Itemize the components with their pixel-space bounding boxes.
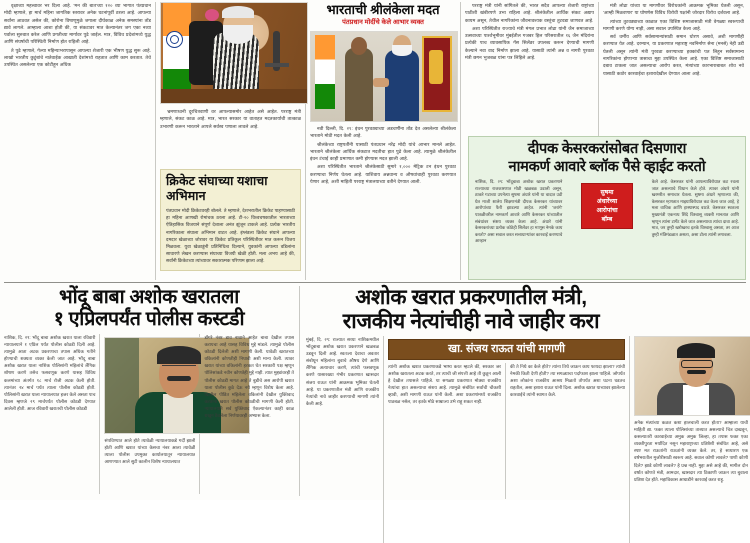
glasses-icon [681, 360, 713, 368]
dignitary-body [345, 48, 373, 121]
hair-shape [157, 346, 201, 364]
srilanka-subhead: पंतप्रधान मोदींचे केले आभार व्यक्त [342, 19, 424, 26]
article-paragraph: परराष्ट्र मंत्री यांनी सांगितले की, भारत सदैव आपल्या शेजारी राष्ट्रांच्या पाठीशी खंबीरपणे उभा राहिला आहे. श्रीलंकेतील आर्थिक संकट अद्याप कायम असून, तेथील नागरिकांना जीवनावश्यक वस्तूंचा तुटवडा जाणवत आहे. [465, 3, 594, 23]
raut-col-4-wrap [630, 336, 748, 543]
moustache-shape [167, 376, 191, 381]
article-paragraph: वृक्षाच्या महत्त्वावर भर दिला आहे. 'मन की बात'च्या १२० व्या भागात पंतप्रधान मोदी म्हणाले, हा मार्च महिना जागतिक स्तरावर अनेक घटनांपूर्वी ठरला आहे. आपल्या सर्वांना आठवत असेल की, कोरोना विषाणूमुळे जगाला दीर्घकाळ अनेक समस्यांना तोंड द्यावे लागले. आम्हाला आशा होती की, या संकटावर मात केल्यानंतर जग एका नव्या पर्वाला सुरुवात करेल आणि प्रगतीच्या मार्गावर पुढे जाईल. मात्र, विविध प्रदेशांमध्ये युद्ध आणि संघर्षाची परिस्थिती निर्माण होत राहिली आहे. [4, 3, 151, 45]
raut-center-wrap [384, 336, 630, 543]
cricket-box-body: पंतप्रधान मोदी क्रिकेटवरही बोलले. ते म्हणाले, देशभरातील क्रिकेट पाहण्यासाठी हा महिना आणखी रोमांचक ठरला आहे. टी-२० विश्वचषकातील भारताच्या ऐतिहासिक विजयाने संपूर्ण देशाला अनंत झुंजून टाकले आहे. प्रत्येक भारतीय नागरिकाला संघाला अभिमान वाटत आहे. इंग्लंडला क्रिकेट संघाने आपल्या दमदार खेळाच्या जोरावर या क्रिकेट प्रतिकूल परिस्थितीवर मात करून विजय मिळवला. युवा खेळाडूंनी प्रतिनिधित्व दिल्याने, युवकांनी आपल्या वडिलांना साधारणे लेखन करण्यास संघाच्या विजयी खेळी होती. मला अभय आहे की, सर्वांनी क्रिकेटच्या त्यांच्यावर सकारात्मक परिणाम झाला आहे. [166, 208, 295, 264]
sushma-andhare-highlight-box [468, 136, 746, 280]
glasses-icon [162, 365, 196, 373]
bottom-left-article [4, 286, 300, 496]
kharat-headline-line1: भोंदू बाबा अशोक खरातला [58, 286, 240, 308]
section-divider [4, 282, 746, 283]
article-paragraph: सर्व धर्मीय आणि सर्वसामान्यांसाठी समान धोरण असावे, अशी मागणीही करण्यात येत आहे. दरम्यान, या प्रकरणात महाराष्ट्र नवनिर्माण सेना (मनसे) नेही उडी घेतली असून त्यांनी मंत्री पुरवठा करण्याच्या हक्कांची पत लिहून सर्वसामान्य नागरिकांना होणाऱ्या त्रासाचा मुद्दा उपस्थित केला आहे. एका विशिष्ट समाजासाठी दबाव टाकला जात असल्याचा आरोप करत, मंत्र्यांच्या कारभाराबाबत शोध नवे यासाठी कठोर कारवाईचा इशारादेखील देण्यात आला आहे. [603, 34, 744, 76]
modi-handshake-photo [310, 31, 458, 122]
hair-shape [222, 6, 254, 18]
cricket-highlight-box [160, 169, 301, 271]
cricket-box-title: क्रिकेट संघाच्या यशाचा अभिमान [166, 174, 268, 203]
article-paragraph: मंत्री लोढा यांच्या या मागणीवर विरोधकांनी आक्रमक भूमिका घेतली असून, 'आम्ही मिळवणार' या घोषणेस विविध विरोधी पक्षांनी जोरदार विरोध दर्शवला आहे. [603, 3, 744, 16]
dignitary-head [351, 37, 367, 55]
modi-body [385, 50, 419, 121]
ashoka-chakra-icon [166, 31, 183, 48]
article-paragraph: भ्रमणाध्वनी दूरचित्रवाणी वर आपल्यासमोर आहेत असे आहेत. परराष्ट्र मंत्री म्हणाले, संकट काळ आहे. मात्र, भारत सरकार या वाताहत मदतकार्याची तात्काळ उभारणी करून भारताने आपले सर्वस्व पणाला लावले आहे. [160, 109, 301, 129]
raut-body-col-3: की ते निधे का केले होते? त्यांना तिथे जाऊन काय फायदा झाला? त्यांची नेमकी किती देणी होती? त्या सगळ्याचा पर्दाफाश झाला पाहिजे. जोपर्यंत अशा लोकांना राजकीय आश्रय मिळतो तोपर्यंत अशा घटना घडतच राहतील, असा इशारा राऊत यांनी दिला. अशोक खरात याच्यावर झालेल्या कारवाईचे त्यांनी स्वागत केले. [510, 364, 625, 398]
top-column-3 [306, 2, 461, 280]
photo-backdrop-panel [105, 338, 139, 433]
green-box-right-text: केले आहे. केसरकर यांनी आपल्याविरोधात कट रचला जात असल्याचे विधान केले होते. त्यावर अंधारे यांनी खरमरीत समाचार घेतला. सुषमा अंधारे म्हणाल्या की, केसरकर म्हणतात माझ्याविरोधात कट केला जात आहे, हे मला वाचिक आणि हास्यास्पद वाटते. केसरकर स्वतःला मुख्यमंत्री एकनाथ शिंदे विश्वासू व्यक्ती मानतात आणि म्हणून त्यांना टार्गेट केले जात असल्याचा त्यांचा दावा आहे. मात्र, जर तुम्ही खरोखरच इतके विश्वासू असता, तर आज तुम्ही मंत्रिमंडळात असता, असा टोला त्यांनी लगावला. [651, 179, 740, 237]
green-box-badge-wrap [562, 179, 651, 245]
indian-flag-icon [315, 35, 335, 109]
indian-flag-icon [163, 3, 191, 103]
sanjay-raut-photo [634, 336, 750, 416]
raut-demand-banner: खा. संजय राऊत यांची मागणी [388, 339, 625, 360]
kharat-photo-col [100, 334, 200, 494]
red-callout-badge [581, 183, 633, 229]
modi-speech-photo [160, 2, 308, 104]
green-box-headline-line2: नामकर्ण आवारे ब्लॉक पैसे व्हाईट करतो [508, 158, 706, 175]
kharat-body-col-2: संपविण्यात आले होते त्यावेळी न्यायालयाकडे गर्दी झाली होती आणि खरात यांच्या केसचा नंबर आला त्यावेळी त्याला पोलीस उपमुक्त कार्यालयातून न्यायालयात आणण्यात आले सुटी कालीन विशेष न्यायालयात [104, 438, 196, 465]
beard-shape [223, 25, 253, 44]
green-box-left-text: नाशिक, दि. २९: भोंदूबाबा अशोक खरात प्रकरणाने राज्याच्या राजकारणात मोठी खळबळ उडाली असून, ठाकरे गटाच्या उपनेत्या सुषमा अंधारे यांनी या वादात उडी घेत माजी शालेय शिक्षणमंत्री दीपक केसरकर यांच्यावर आरोपांच्या फैरी झाडल्या आहेत. त्यांनी 'जरांगे' पातळीवरील नामकर्ण आवारे आणि केसरकर यांच्यातील संबंधांवर संशय व्यक्त केला आहे. अंधारे यांनी केसरकरांच्या प्रत्येक कोठेही सिलेंडर हा माणूस नेमके काय करतो? असा सवाल करत सत्ताधाऱ्यांवर कारवाई करण्याचे आव्हान [475, 179, 563, 244]
article-paragraph: अशा परिस्थितीत राज्याचे मंत्री मंगल प्रभात लोढा यांनी जैन समाजाच्या उत्सवाच्या पार्श्वभूमीवर मुंबईतील गजबर हिल परिसरातील १६ जैन मंदिरांना प्रत्येकी पाच व्यावसायिक गॅस सिलेंडर उपलब्ध करून देण्याची मागणी केल्याने नवा वाद निर्माण झाला आहे. यासाठी त्यांनी अन्न व नागरी पुरवठा मंत्री छगन भुजबळ यांना पत्र लिहिले आहे. [465, 25, 594, 61]
shirt-shape [683, 385, 709, 415]
bottom-section [4, 286, 746, 496]
raut-headline-line1: अशोक खरात प्रकरणातील मंत्री, [355, 286, 587, 309]
raut-body-col-1: मुंबई, दि. २९: राज्यात सध्या नाशिकमधील भोंदूबाबा अशोक खरात प्रकरणाने खळबळ उडवून दिली आहे. स्वतःला देवाचा अवतार संबोधून महिलांना बुवाचे औषध देणे आणि लैंगिक अत्याचार करणे, त्यांची फसवणूक करणे यासारख्या गंभीर प्रकरणात खासदार संजय राऊत यांनी आक्रमक भूमिका घेतली आहे. या प्रकरणातील मंत्री आणि राजकीय नेत्यांची नावे जाहीर करण्याची मागणी त्यांनी केली आहे. [306, 337, 379, 406]
kharat-body-col-3: डोंगरे नंबर डाव नावाने आहेत बाबा देखील तपास करायचा आहे यासह विविध मुद्दे मांडले. त्यामुळे पोलीस कोठडी दिलेली अशी मागणी केली. यावेळी खरातच्या वकिलांनी कोणतीही निघावी अशी मान्य केली. त्यावर खरात यांच्या वकिलांनी हरकत घेत सरकारी पक्ष म्हणून पोलिसांकडे नवीन कोणतेही मुद्दे नाही. त्यात मुद्द्यांवरही ते पोलीस कोठडी मागत आहे ते बुडीचे अस आरोपी खरात याला पोलीस कुठे देऊ नये म्हणून विरोध केला आहे. त्यातील पीडित महिलेला वकिलांनी देखील युक्तिवाद करताना खरात पोलीस कोठडीची मागणी केली होती. न्यायालयाने सर्व युक्तिवाद ऐकल्यानंतर काही काळ राखून ठेवलेला निर्णयावरही अभ्यास केला. [204, 335, 294, 419]
flower-shape [205, 9, 219, 21]
article-paragraph: त्यांच्या तुटवड्याच्या काळात एका विशिष्ट समाजासाठी मंत्री वेगळ्या स्वरूपाची मागणी करणे योग्य नाही, असा सवाल उपस्थित केला आहे. [603, 18, 744, 31]
bottom-right-article [300, 286, 748, 496]
moustache-shape [687, 370, 706, 374]
handshake-shape [373, 78, 389, 87]
modi-beard [392, 45, 412, 56]
article-paragraph: नवी दिल्ली, दि. २९: इंधन पुरवठ्याच्या अडचणींना तोंड देत असलेल्या श्रीलंकेला भारताने मोठी मदत केली आहे. [310, 126, 456, 139]
article-paragraph: ते पुढे म्हणाले, गेल्या महिन्याभरापासून आपल्या शेजारी एक भीषण युद्ध सुरू आहे. लाखो भारतीय कुटुंबांचे नातेवाईक आखाती देशांमध्ये राहतात आणि काम करतात. तेथे उपस्थित असलेल्या एक कोटीहून अधिक [4, 47, 151, 68]
microphone-stand [265, 63, 289, 67]
badge-line-3: आरोपांचा [596, 207, 618, 214]
raut-headline-line2: राजकीय नेत्यांचीही नावे जाहीर करा [342, 309, 600, 333]
hair-shape [677, 343, 715, 358]
top-column-2 [156, 2, 306, 280]
shirt-shape [163, 394, 193, 433]
badge-line-1: सुषमा [600, 189, 614, 196]
srilanka-flag-icon [422, 36, 452, 112]
raut-body-col-4: अनेक मंत्र्यांच्या कळत कशा हालचाली करत होता? आम्हाला याची माहिती द्या. फक्त त्याला पोलिसांच्या ताब्यात असल्याचे चित्र दाखवून, कसल्यातरी कारवाईच्या अमुक अमुक जिल्हा, हा तपास फक्त एका व्यक्तीपुरता मर्यादित नसून महाराष्ट्राच्या प्रतिष्ठेशी संबंधित आहे, असे स्पष्ट मत राऊतांनी राऊतांनी व्यक्त केले. तर, हे साधारण एक वर्षभरातील मुजोरीसाठी स्वरूप आहे. सवाल कोणी लावले? पाणी कोणी दिले? झाडे कोणी लावले? हे प्रश्न नाही. मुद्दा असे आहे की, मागील दोन वर्षांत कोणते मंत्री, आमदार, खासदार त्या ठिकाणी जाऊन त्या बुवाला प्रतिष्ठा देत होते. महाविकास आघाडीने कारवाई करत राहू. [634, 420, 748, 482]
article-paragraph: अशा परिस्थितीत भारताने श्रीलंकेसाठी सुमारे १,००० मेट्रिक टन इंधन पुरवठा करण्याचा निर्णय घेतला आहे. याशिवाय अन्नधान्य व औषधांचाही पुरवठा करण्यात येणार आहे, अशी माहिती परराष्ट्र मंत्रालयाच्या वतीने देण्यात आली. [310, 164, 456, 185]
raut-col-1-wrap [306, 336, 384, 543]
badge-line-4: बॉम्ब [601, 216, 613, 223]
raut-body-col-2: त्यांनी अशोक खरात प्रकरणाकडे भाष्य करत म्हटले की, सरकार जर अशोक खरातला अटक करते, तर त्याची जी संपत्ती आहे ती कुठून आली हे देखील तपासले पाहिजे. या सगळ्या प्रकरणात मोठ्या राजकीय नेत्यांचा हात असल्याचा संशय आहे. त्यामुळे संबंधित सर्वांची चौकशी व्हावी, अशी मागणी राऊत यांनी केली. अशा प्रकरणांमध्ये राजकीय पाठबळ नसेल, तर इतके मोठे साम्राज्य उभे राहू शकत नाही. [388, 363, 506, 499]
article-paragraph: श्रीलंकेच्या राष्ट्रपतींनी यासाठी पंतप्रधान नरेंद्र मोदी यांचे आभार मानले आहेत. भारताने श्रीलंकेला आर्थिक संकटात मदतीचा हात पुढे केला आहे. त्यामुळे श्रीलंकेतील इंधन टंचाई काही प्रमाणात कमी होण्यास मदत झाली आहे. [310, 141, 456, 162]
kharat-body-col-1: नाशिक, दि. २९: भोंदू बाबा अशोक खरात याला रविवारी न्यायालयाने १ एप्रिल पर्यंत पोलीस कोठडी दिली आहे. त्यामुळे आता अटक प्रकरणाचा तपास अधिक गतीने होण्याची शक्यता व्यक्त केली जात आहे. भोंदू बाबा अशोक खरात याला नाशिक पोलिसांनी महिलांचे लैंगिक शोषण करणे तसेच फसवणूक करणे यासह विविध कलमांच्या अंतर्गत १८ मार्च रोजी अटक केली होती. त्यानंतर २४ मार्च पर्यंत त्याला पोलीस कोठडी होती. पोलिसांनी खरात याला न्यायालयात हजर केले असता पाच दिवस म्हणजे २९ मार्चपर्यंत पोलीस कोठडी देण्यात आलेली होती. आज रविवारी खरातची पोलीस कोठडी [4, 334, 100, 494]
srilanka-headline: भारताची श्रीलंकेला मदत [326, 2, 440, 17]
kharat-headline-line2: १ एप्रिलपर्यंत पोलीस कस्टडी [53, 308, 245, 330]
badge-line-2: अंधारेंच्या [596, 198, 618, 205]
top-column-1 [4, 2, 156, 280]
green-box-headline-line1: दीपक केसरकरांसोबत दिसणारा [527, 141, 687, 157]
desk-shape [161, 89, 307, 103]
